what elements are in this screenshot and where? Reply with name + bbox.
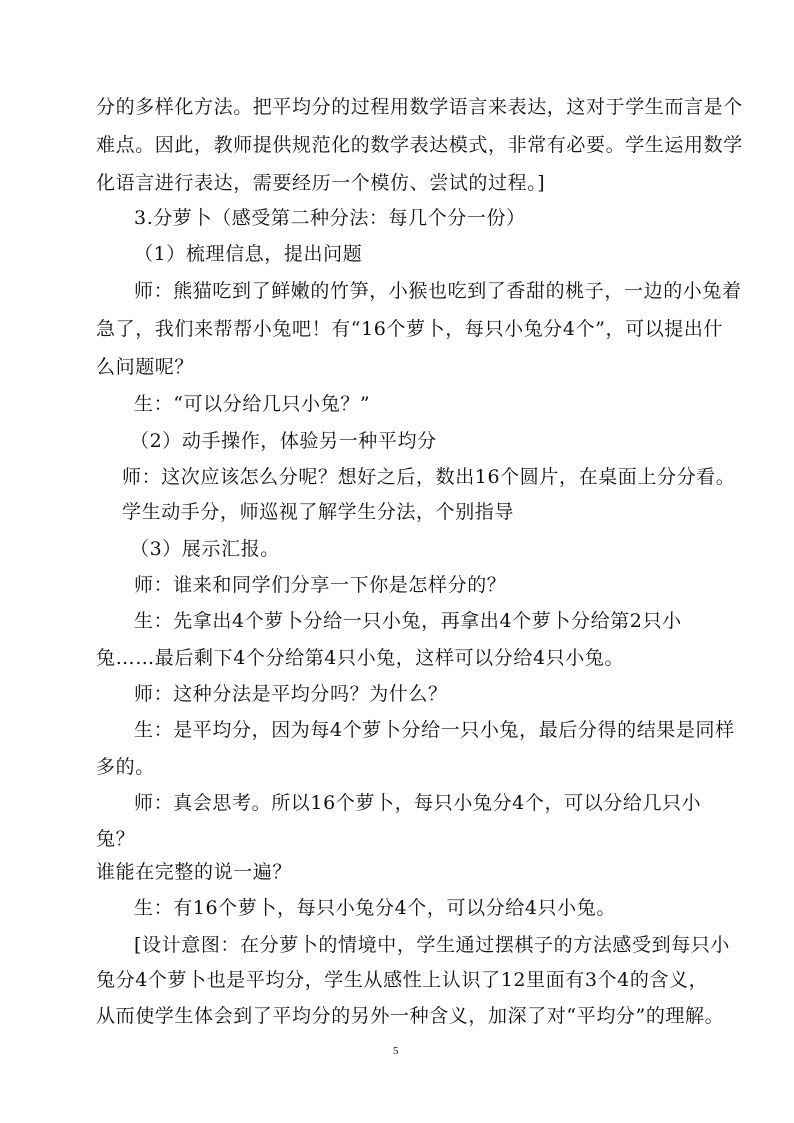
text-line: 师：熊猫吃到了鲜嫩的竹笋，小猴也吃到了香甜的桃子，一边的小兔着 <box>134 280 742 302</box>
text-line: 师：谁来和同学们分享一下你是怎样分的？ <box>134 574 507 596</box>
text-line: 生：是平均分，因为每4个萝卜分给一只小兔，最后分得的结果是同样 <box>134 719 735 741</box>
text-line: 生：“可以分给几只小兔？” <box>134 393 371 415</box>
subsection-heading: （3）展示汇报。 <box>130 538 280 560</box>
text-line: 兔……最后剩下4个分给第4只小兔，这样可以分给4只小兔。 <box>96 647 625 669</box>
text-line: 么问题呢？ <box>96 356 195 378</box>
text-line: 从而使学生体会到了平均分的另外一种含义，加深了对“平均分”的理解。 <box>96 1005 725 1027</box>
text-line: [设计意图：在分萝卜的情境中，学生通过摆棋子的方法感受到每只小 <box>134 934 731 956</box>
text-line: 生：有16个萝卜，每只小兔分4个，可以分给4只小兔。 <box>134 897 616 919</box>
text-line: 生：先拿出4个萝卜分给一只小兔，再拿出4个萝卜分给第2只小 <box>134 610 682 632</box>
text-line: 师：这次应该怎么分呢？想好之后，数出16个圆片，在桌面上分分看。 <box>122 466 736 488</box>
text-line: 师：真会思考。所以16个萝卜，每只小兔分4个，可以分给几只小 <box>134 792 702 814</box>
text-line: 谁能在完整的说一遍？ <box>96 861 293 883</box>
text-line: 化语言进行表达，需要经历一个模仿、尝试的过程。] <box>96 172 546 194</box>
text-line: 难点。因此，教师提供规范化的数学表达模式，非常有必要。学生运用数学 <box>96 134 743 156</box>
page-number: 5 <box>393 1045 399 1057</box>
subsection-heading: （1）梳理信息，提出问题 <box>134 243 363 265</box>
text-line: 学生动手分，师巡视了解学生分法，个别指导 <box>122 501 515 523</box>
text-line: 分的多样化方法。把平均分的过程用数学语言来表达，这对于学生而言是个 <box>96 96 743 118</box>
text-line: 兔分4个萝卜也是平均分，学生从感性上认识了12里面有3个4的含义， <box>96 969 709 991</box>
text-line: 多的。 <box>96 756 155 778</box>
subsection-heading: （2）动手操作，体验另一种平均分 <box>130 430 437 452</box>
text-line: 急了，我们来帮帮小兔吧！有“16个萝卜，每只小兔分4个”，可以提出什 <box>96 318 724 340</box>
text-line: 师：这种分法是平均分吗？为什么？ <box>134 683 448 705</box>
text-line: 兔？ <box>96 828 136 850</box>
section-heading: 3.分萝卜（感受第二种分法：每几个分一份） <box>134 207 526 229</box>
